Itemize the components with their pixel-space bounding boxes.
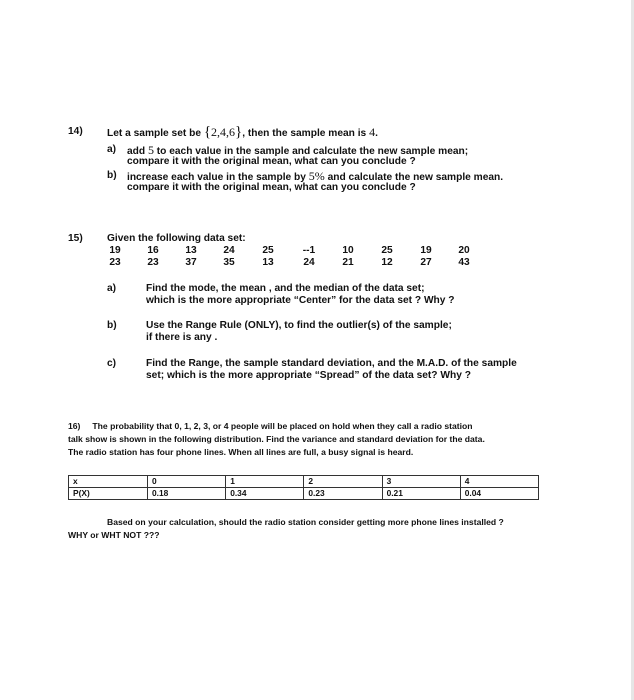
question-number: 15) (68, 233, 83, 244)
question-16-line-2: talk show is shown in the following distribution. Find the variance and standard deviation for the data. (68, 434, 485, 444)
data-value: 13 (262, 257, 274, 268)
data-value: 19 (109, 245, 121, 256)
data-value: 13 (185, 245, 197, 256)
question-intro: Given the following data set: (107, 233, 246, 244)
data-value: 23 (147, 257, 159, 268)
table-cell: 4 (460, 476, 538, 488)
data-value: 19 (420, 245, 432, 256)
data-value: 25 (262, 245, 274, 256)
data-value: 12 (381, 257, 393, 268)
part-a-line-2: compare it with the original mean, what can you conclude ? (127, 156, 416, 167)
question-16-line-1: 16) The probability that 0, 1, 2, 3, or 4 people will be placed on hold when they call a radio station (68, 421, 473, 431)
table-cell: 0 (148, 476, 226, 488)
probability-distribution-table (68, 475, 539, 500)
question-intro: Let a sample set be {2,4,6}, then the sample mean is 4. (107, 124, 378, 140)
data-value: 10 (342, 245, 354, 256)
table-header-px: P(X) (69, 488, 148, 500)
data-value: --1 (302, 245, 316, 256)
table-cell: 0.04 (460, 488, 538, 500)
question-number: 16) (68, 421, 81, 431)
part-label: c) (107, 358, 117, 369)
table-cell: 3 (382, 476, 460, 488)
part-c-line-1: Find the Range, the sample standard deviation, and the M.A.D. of the sample (146, 358, 517, 369)
data-value: 21 (342, 257, 354, 268)
table-cell: 1 (226, 476, 304, 488)
data-value: 23 (109, 257, 121, 268)
part-a-line-1: Find the mode, the mean , and the median of the data set; (146, 283, 425, 294)
part-b-line-2: compare it with the original mean, what can you conclude ? (127, 182, 416, 193)
table-cell: 0.18 (148, 488, 226, 500)
part-label: a) (107, 144, 117, 155)
part-b-line-1: Use the Range Rule (ONLY), to find the outlier(s) of the sample; (146, 320, 452, 331)
part-label: b) (107, 320, 117, 331)
table-row-px (69, 488, 539, 500)
data-value: 25 (381, 245, 393, 256)
data-value: 16 (147, 245, 159, 256)
part-label: b) (107, 170, 117, 181)
closing-question-line-2: WHY or WHT NOT ??? (68, 530, 160, 540)
table-cell: 0.21 (382, 488, 460, 500)
part-a-line-2: which is the more appropriate “Center” for the data set ? Why ? (146, 295, 455, 306)
question-number: 14) (68, 126, 83, 137)
data-value: 24 (223, 245, 235, 256)
table-header-x: x (69, 476, 148, 488)
part-c-line-2: set; which is the more appropriate “Spread” of the data set? Why ? (146, 370, 471, 381)
closing-question-line-1: Based on your calculation, should the radio station consider getting more phone lines installed ? (107, 517, 504, 527)
table-cell: 0.34 (226, 488, 304, 500)
data-value: 35 (223, 257, 235, 268)
data-value: 27 (420, 257, 432, 268)
data-value: 24 (303, 257, 315, 268)
part-label: a) (107, 283, 117, 294)
part-b-line-1: increase each value in the sample by 5% and calculate the new sample mean. (127, 169, 504, 183)
part-a-line-1: add 5 to each value in the sample and calculate the new sample mean; (127, 143, 469, 157)
question-16-line-3: The radio station has four phone lines. When all lines are full, a busy signal is heard. (68, 447, 414, 457)
data-value: 37 (185, 257, 197, 268)
data-value: 43 (458, 257, 470, 268)
table-row-x (69, 476, 539, 488)
table-cell: 2 (304, 476, 382, 488)
part-b-line-2: if there is any . (146, 332, 218, 343)
table-cell: 0.23 (304, 488, 382, 500)
data-value: 20 (458, 245, 470, 256)
